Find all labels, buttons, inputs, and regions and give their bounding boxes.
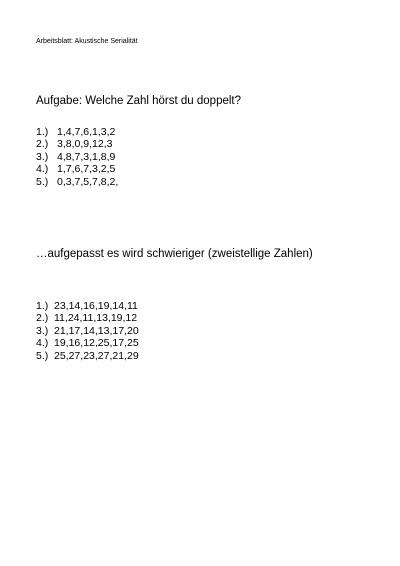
item-number: 4.) bbox=[36, 163, 49, 176]
item-number: 4.) bbox=[36, 337, 49, 350]
item-sequence: 1,7,6,7,3,2,5 bbox=[57, 163, 116, 176]
task-heading: Aufgabe: Welche Zahl hörst du doppelt? bbox=[36, 95, 242, 107]
page-header: Arbeitsblatt: Akustische Serialität bbox=[36, 38, 138, 45]
list-item bbox=[36, 151, 118, 163]
list-item bbox=[36, 312, 139, 324]
item-sequence: 19,16,12,25,17,25 bbox=[54, 337, 139, 350]
list-item bbox=[36, 176, 118, 188]
task-heading-harder: …aufgepasst es wird schwieriger (zweistellige Zahlen) bbox=[36, 248, 313, 260]
item-number: 3.) bbox=[36, 150, 49, 163]
list-item bbox=[36, 126, 118, 138]
item-sequence: 25,27,23,27,21,29 bbox=[54, 349, 139, 362]
list-item bbox=[36, 325, 139, 337]
sequence-list-single-digit bbox=[36, 126, 118, 188]
item-number: 2.) bbox=[36, 312, 49, 325]
item-number: 5.) bbox=[36, 175, 49, 188]
list-item bbox=[36, 163, 118, 175]
item-sequence: 11,24,11,13,19,12 bbox=[54, 312, 138, 325]
list-item bbox=[36, 337, 139, 349]
item-sequence: 21,17,14,13,17,20 bbox=[54, 324, 139, 337]
sequence-list-two-digit bbox=[36, 300, 139, 362]
list-item bbox=[36, 350, 139, 362]
item-number: 5.) bbox=[36, 349, 49, 362]
item-sequence: 0,3,7,5,7,8,2, bbox=[57, 175, 119, 188]
item-number: 1.) bbox=[36, 300, 49, 312]
item-number: 2.) bbox=[36, 138, 49, 151]
item-sequence: 1,4,7,6,1,3,2 bbox=[57, 126, 116, 138]
item-number: 3.) bbox=[36, 324, 49, 337]
item-number: 1.) bbox=[36, 126, 49, 138]
item-sequence: 23,14,16,19,14,11 bbox=[54, 300, 138, 312]
item-sequence: 3,8,0,9,12,3 bbox=[57, 138, 113, 151]
item-sequence: 4,8,7,3,1,8,9 bbox=[57, 150, 116, 163]
list-item bbox=[36, 300, 139, 312]
list-item bbox=[36, 138, 118, 150]
